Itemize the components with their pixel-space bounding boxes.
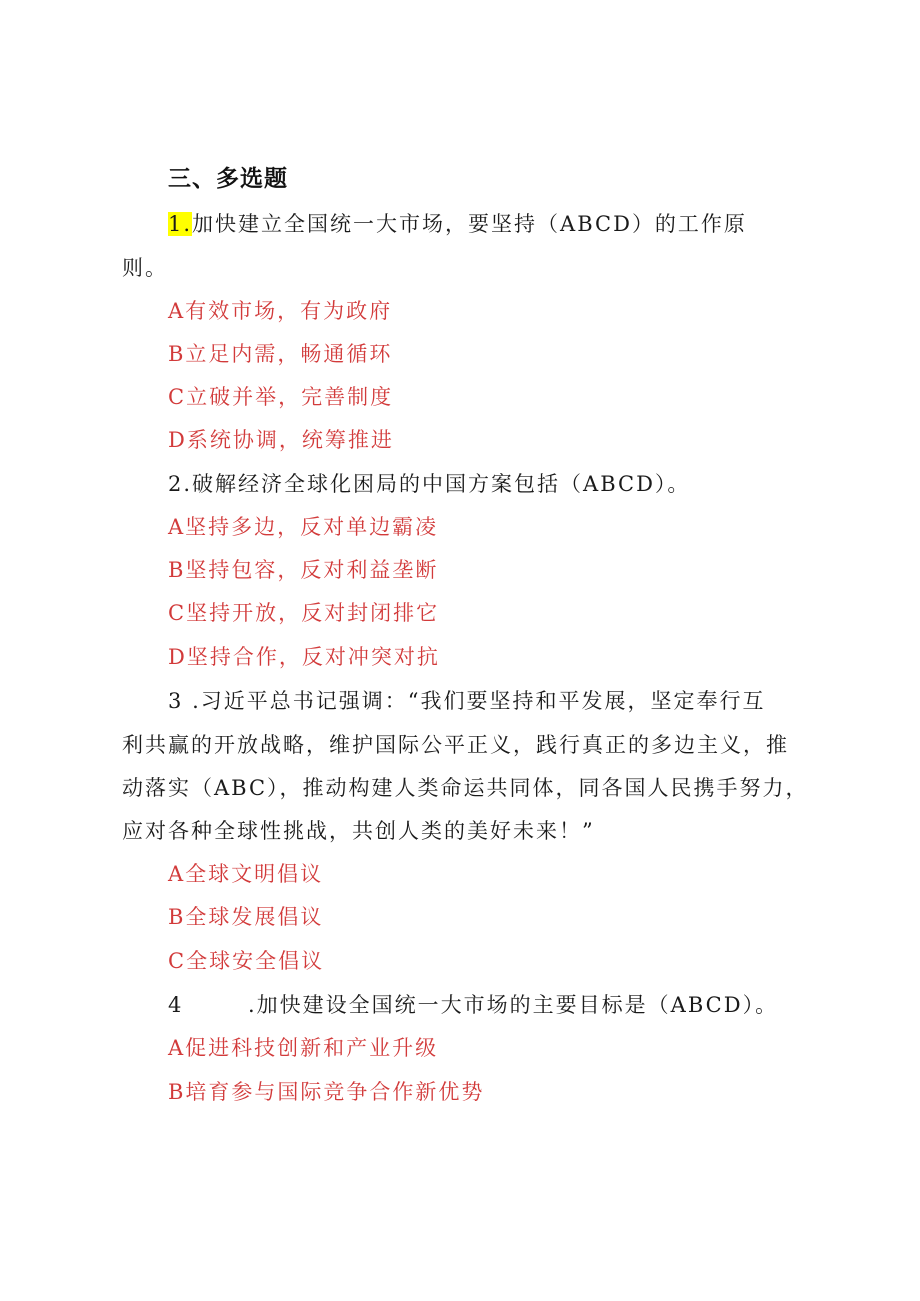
- question-3-text: .习近平总书记强调：“我们要坚持和平发展，坚定奉行互: [192, 689, 766, 713]
- question-3-option-b: B全球发展倡议: [168, 905, 324, 929]
- question-4-text: .加快建设全国统一大市场的主要目标是（ABCD）。: [248, 993, 779, 1017]
- question-2-option-a: A坚持多边，反对单边霸凌: [168, 515, 439, 539]
- question-1-line-1: [168, 208, 747, 238]
- question-2-number: 2.: [168, 472, 193, 496]
- question-3-line-2: 利共赢的开放战略，维护国际公平正义，践行真正的多边主义，推: [122, 733, 789, 757]
- question-1-option-b: B立足内需，畅通循环: [168, 342, 393, 366]
- question-1-option-a: A有效市场，有为政府: [168, 299, 393, 323]
- question-1-text: 加快建立全国统一大市场，要坚持（ABCD）的工作原: [192, 212, 747, 236]
- question-3-number: 3: [168, 689, 184, 713]
- question-2-option-c: C坚持开放，反对封闭排它: [168, 601, 440, 625]
- question-4-line-1: [168, 989, 778, 1019]
- question-2-text: 破解经济全球化困局的中国方案包括（ABCD）。: [192, 472, 691, 496]
- question-1-option-c: C立破并举，完善制度: [168, 385, 394, 409]
- question-3-line-1: [168, 685, 765, 715]
- question-1-line-2: 则。: [122, 256, 168, 280]
- question-2-option-d: D坚持合作，反对冲突对抗: [168, 645, 440, 669]
- question-3-line-4: 应对各种全球性挑战，共创人类的美好未来！”: [122, 819, 595, 843]
- question-4-option-b: B培育参与国际竞争合作新优势: [168, 1080, 485, 1104]
- question-3-option-c: C全球安全倡议: [168, 949, 325, 973]
- section-title: 三、多选题: [168, 166, 288, 192]
- question-3-line-3: 动落实（ABC），推动构建人类命运共同体，同各国人民携手努力，: [122, 776, 809, 800]
- question-3-option-a: A全球文明倡议: [168, 862, 324, 886]
- question-1-number: 1.: [168, 212, 193, 236]
- question-4-option-a: A促进科技创新和产业升级: [168, 1036, 439, 1060]
- question-4-number: 4: [168, 993, 184, 1017]
- question-2-option-b: B坚持包容，反对利益垄断: [168, 558, 439, 582]
- question-2-line-1: [168, 468, 690, 498]
- question-1-option-d: D系统协调，统筹推进: [168, 428, 394, 452]
